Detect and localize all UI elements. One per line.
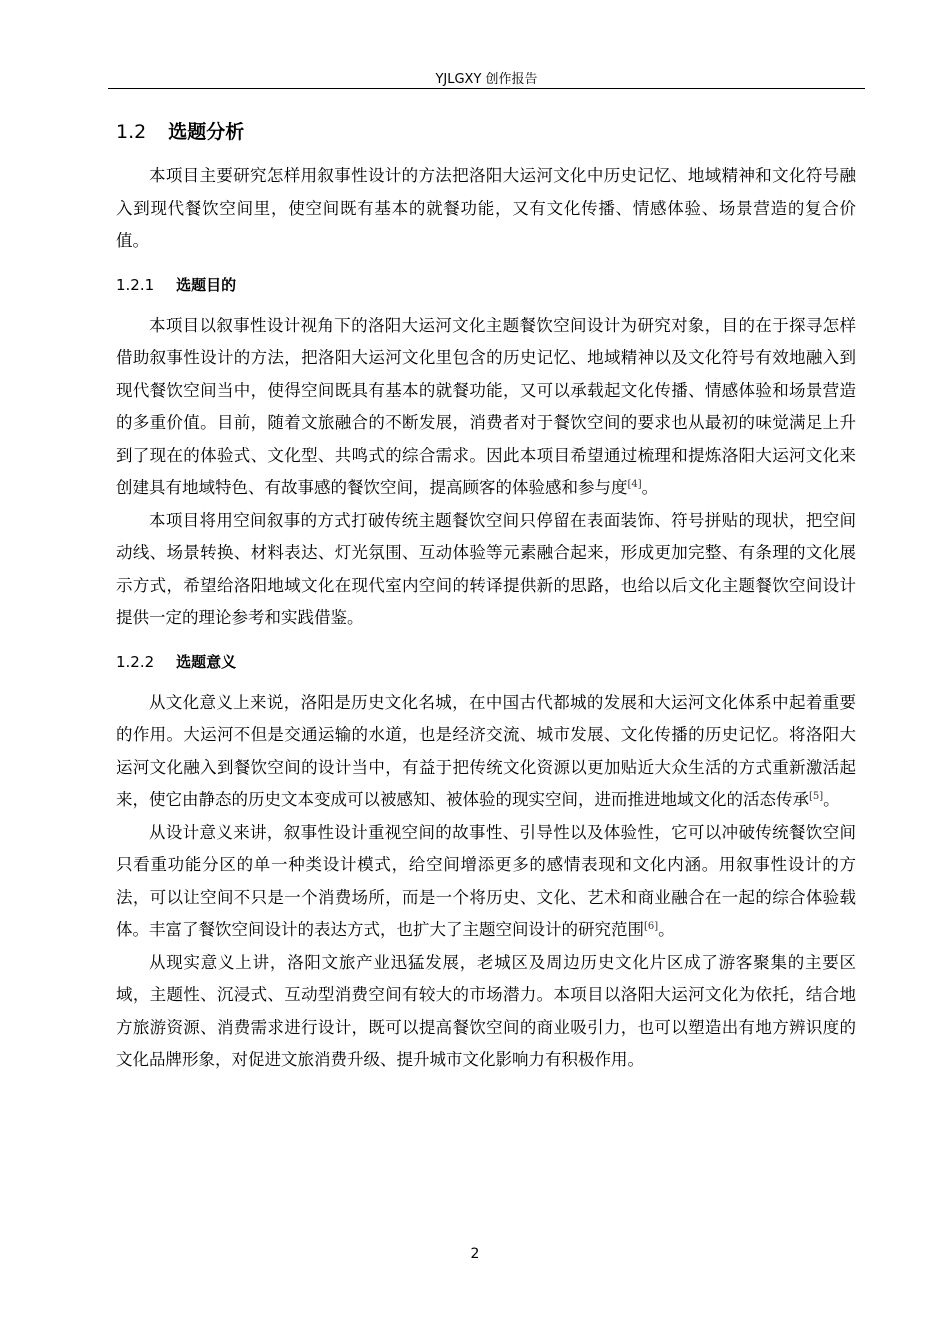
page-header: YJLGXY 创作报告 bbox=[435, 72, 538, 87]
subsection-title: 选题目的 bbox=[176, 275, 237, 294]
section-title: 选题分析 bbox=[168, 121, 245, 143]
paragraph-end: 。 bbox=[658, 920, 675, 939]
purpose-paragraph-2: 本项目将用空间叙事的方式打破传统主题餐饮空间只停留在表面装饰、符号拼贴的现状，把空间动线、场景转换、材料表达、灯光氛围、互动体验等元素融合起来，形成更加完整、有条理的文化展示方式，希望给洛阳地域文化在现代室内空间的转译提供新的思路，也给以后文化主题餐饮空间设计提供一定的理论参考和实践借鉴。 bbox=[116, 510, 856, 627]
citation: [5] bbox=[809, 791, 824, 802]
section-heading bbox=[116, 118, 856, 146]
paragraph-end: 。 bbox=[641, 478, 659, 497]
page-number: 2 bbox=[470, 1246, 480, 1262]
subsection-heading-significance bbox=[116, 649, 856, 675]
significance-paragraph-1 bbox=[116, 687, 856, 817]
citation: [4] bbox=[627, 479, 642, 490]
section-number: 1.2 bbox=[116, 121, 147, 143]
paragraph-text: 从文化意义上来说，洛阳是历史文化名城，在中国古代都城的发展和大运河文化体系中起着重要的作用。大运河不但是交通运输的水道，也是经济交流、城市发展、文化传播的历史记忆。将洛阳大运河文化融入到餐饮空间的设计当中，有益于把传统文化资源以更加贴近大众生活的方式重新激活起来，使它由静态的历史文本变成可以被感知、被体验的现实空间，进而推进地域文化的活态传承 bbox=[116, 692, 856, 809]
header-divider bbox=[108, 88, 865, 89]
subsection-number: 1.2.2 bbox=[116, 652, 155, 671]
significance-paragraph-3: 从现实意义上讲，洛阳文旅产业迅猛发展，老城区及周边历史文化片区成了游客聚集的主要区域，主题性、沉浸式、互动型消费空间有较大的市场潜力。本项目以洛阳大运河文化为依托，结合地方旅游资源、消费需求进行设计，既可以提高餐饮空间的商业吸引力，也可以塑造出有地方辨识度的文化品牌形象，对促进文旅消费升级、提升城市文化影响力有积极作用。 bbox=[116, 952, 856, 1069]
subsection-number: 1.2.1 bbox=[116, 275, 155, 294]
paragraph-text: 本项目以叙事性设计视角下的洛阳大运河文化主题餐饮空间设计为研究对象，目的在于探寻怎样借助叙事性设计的方法，把洛阳大运河文化里包含的历史记忆、地域精神以及文化符号有效地融入到现代餐饮空间当中，使得空间既具有基本的就餐功能，又可以承载起文化传播、情感体验和场景营造的多重价值。目前，随着文旅融合的不断发展，消费者对于餐饮空间的要求也从最初的味觉满足上升到了现在的体验式、文化型、共鸣式的综合需求。因此本项目希望通过梳理和提炼洛阳大运河文化来创建具有地域特色、有故事感的餐饮空间，提高顾客的体验感和参与度 bbox=[116, 315, 856, 497]
page-body bbox=[116, 118, 856, 1077]
significance-paragraph-2 bbox=[116, 817, 856, 947]
subsection-heading-purpose bbox=[116, 272, 856, 298]
paragraph-text: 从设计意义来讲，叙事性设计重视空间的故事性、引导性以及体验性，它可以冲破传统餐饮空间只看重功能分区的单一种类设计模式，给空间增添更多的感情表现和文化内涵。用叙事性设计的方法，可以让空间不只是一个消费场所，而是一个将历史、文化、艺术和商业融合在一起的综合体验载体。丰富了餐饮空间设计的表达方式，也扩大了主题空间设计的研究范围 bbox=[116, 822, 856, 939]
section-intro: 本项目主要研究怎样用叙事性设计的方法把洛阳大运河文化中历史记忆、地域精神和文化符号融入到现代餐饮空间里，使空间既有基本的就餐功能，又有文化传播、情感体验、场景营造的复合价值。 bbox=[116, 166, 856, 250]
subsection-title: 选题意义 bbox=[176, 652, 237, 671]
paragraph-end: 。 bbox=[823, 790, 840, 809]
purpose-paragraph-1 bbox=[116, 310, 856, 505]
citation: [6] bbox=[644, 921, 659, 932]
